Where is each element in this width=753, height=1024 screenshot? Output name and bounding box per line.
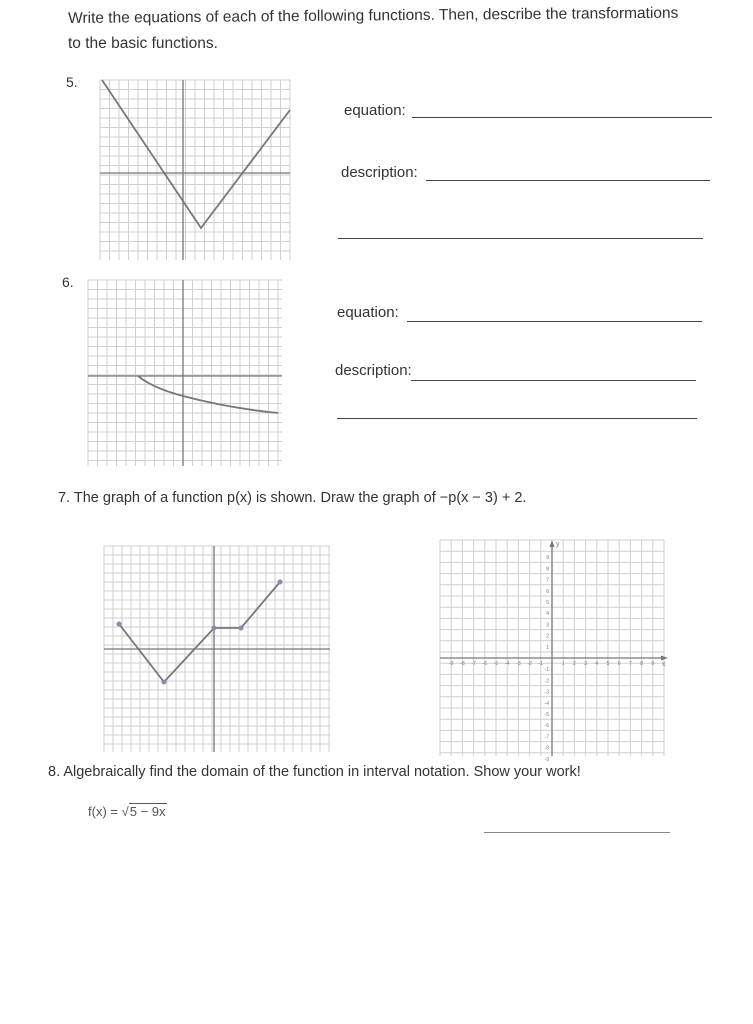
y-tick-label: -9 — [544, 756, 549, 763]
x-tick-label: 4 — [595, 661, 599, 667]
problem-6-graph — [88, 280, 282, 466]
problem-7-answer-grid[interactable] — [440, 540, 672, 763]
problem-6-equation-blank[interactable] — [407, 321, 702, 322]
x-tick-label: 5 — [606, 661, 610, 667]
problem-5-description-blank[interactable] — [426, 180, 710, 181]
problem-8-answer-blank[interactable] — [484, 832, 670, 833]
problem-5-graph — [100, 80, 290, 260]
y-tick-label: -6 — [544, 723, 549, 730]
y-tick-label: -2 — [544, 678, 549, 685]
problem-6-description-label: description: — [335, 362, 412, 379]
y-tick-label: 7 — [546, 577, 549, 584]
problem-7-endpoint-left — [117, 622, 122, 627]
x-tick-label: -6 — [482, 661, 488, 667]
y-tick-label: 5 — [546, 600, 549, 606]
problem-5-equation-label: equation: — [344, 102, 406, 119]
problem-7-answer-x-label: x — [662, 661, 666, 668]
x-tick-label: -4 — [504, 661, 510, 667]
y-tick-label: 1 — [546, 644, 549, 651]
problem-7-answer-y-label: y — [556, 541, 560, 548]
problem-8-function — [88, 804, 167, 819]
problem-7-endpoint-right — [278, 580, 283, 585]
y-tick-label: 2 — [546, 633, 549, 640]
y-tick-label: -5 — [544, 712, 549, 718]
instructions-line-1: Write the equations of each of the following functions. Then, describe the transformations — [68, 4, 679, 27]
x-tick-label: 9 — [651, 661, 655, 667]
x-tick-label: -9 — [448, 661, 454, 667]
y-tick-label: 4 — [546, 611, 549, 618]
problem-7-given-graph — [104, 546, 330, 752]
x-tick-label: 6 — [617, 661, 621, 667]
instructions-line-2: to the basic functions. — [68, 35, 218, 52]
y-tick-label: -1 — [544, 667, 549, 674]
y-tick-label: 9 — [546, 555, 549, 562]
problem-5-number: 5. — [66, 74, 78, 90]
problem-5-equation-blank[interactable] — [412, 117, 712, 118]
problem-6-number: 6. — [62, 274, 74, 290]
problem-5-description-label: description: — [341, 164, 418, 181]
x-tick-label: -5 — [493, 661, 499, 667]
y-tick-label: -7 — [544, 734, 549, 741]
x-tick-label: 8 — [640, 661, 643, 667]
problem-6-equation-label: equation: — [337, 304, 399, 321]
problem-7-answer-y-arrow — [550, 540, 555, 547]
problem-7-p-of-x-curve — [119, 582, 280, 682]
problem-7-vertex — [162, 680, 167, 685]
problem-7-corner-2 — [239, 626, 244, 631]
problem-8-radicand: 5 − 9x — [129, 804, 166, 819]
x-tick-label: 7 — [629, 661, 632, 667]
x-tick-label: -3 — [516, 661, 521, 667]
x-tick-label: -1 — [538, 661, 544, 667]
problem-5-grid — [100, 80, 290, 260]
x-tick-label: -2 — [527, 661, 532, 667]
problem-8-function-prefix: f(x) = — [88, 804, 122, 819]
problem-7-prompt: 7. The graph of a function p(x) is shown. Draw the graph of — [58, 490, 436, 506]
problem-6-description-blank-2[interactable] — [337, 418, 697, 419]
x-tick-label: 1 — [561, 661, 565, 667]
y-tick-label: 6 — [546, 588, 549, 595]
x-tick-label: 2 — [573, 661, 576, 667]
x-tick-label: -7 — [471, 661, 476, 667]
problem-7-corner-1 — [212, 626, 217, 631]
y-tick-label: -8 — [544, 745, 549, 752]
x-tick-label: 3 — [584, 661, 587, 667]
y-tick-label: 3 — [546, 622, 549, 629]
problem-6-grid — [88, 280, 282, 466]
problem-7-expression: −p(x − 3) + 2. — [439, 490, 527, 506]
x-tick-label: -8 — [460, 661, 465, 667]
problem-7-text — [58, 490, 526, 506]
y-tick-label: -3 — [544, 689, 549, 696]
y-tick-label: 8 — [546, 566, 549, 573]
problem-8-text: 8. Algebraically find the domain of the function in interval notation. Show your work! — [48, 764, 581, 780]
radical-sign-icon: √ — [121, 804, 129, 819]
problem-6-description-blank[interactable] — [411, 380, 696, 381]
problem-5-description-blank-2[interactable] — [338, 238, 703, 239]
y-tick-label: -4 — [544, 700, 549, 707]
